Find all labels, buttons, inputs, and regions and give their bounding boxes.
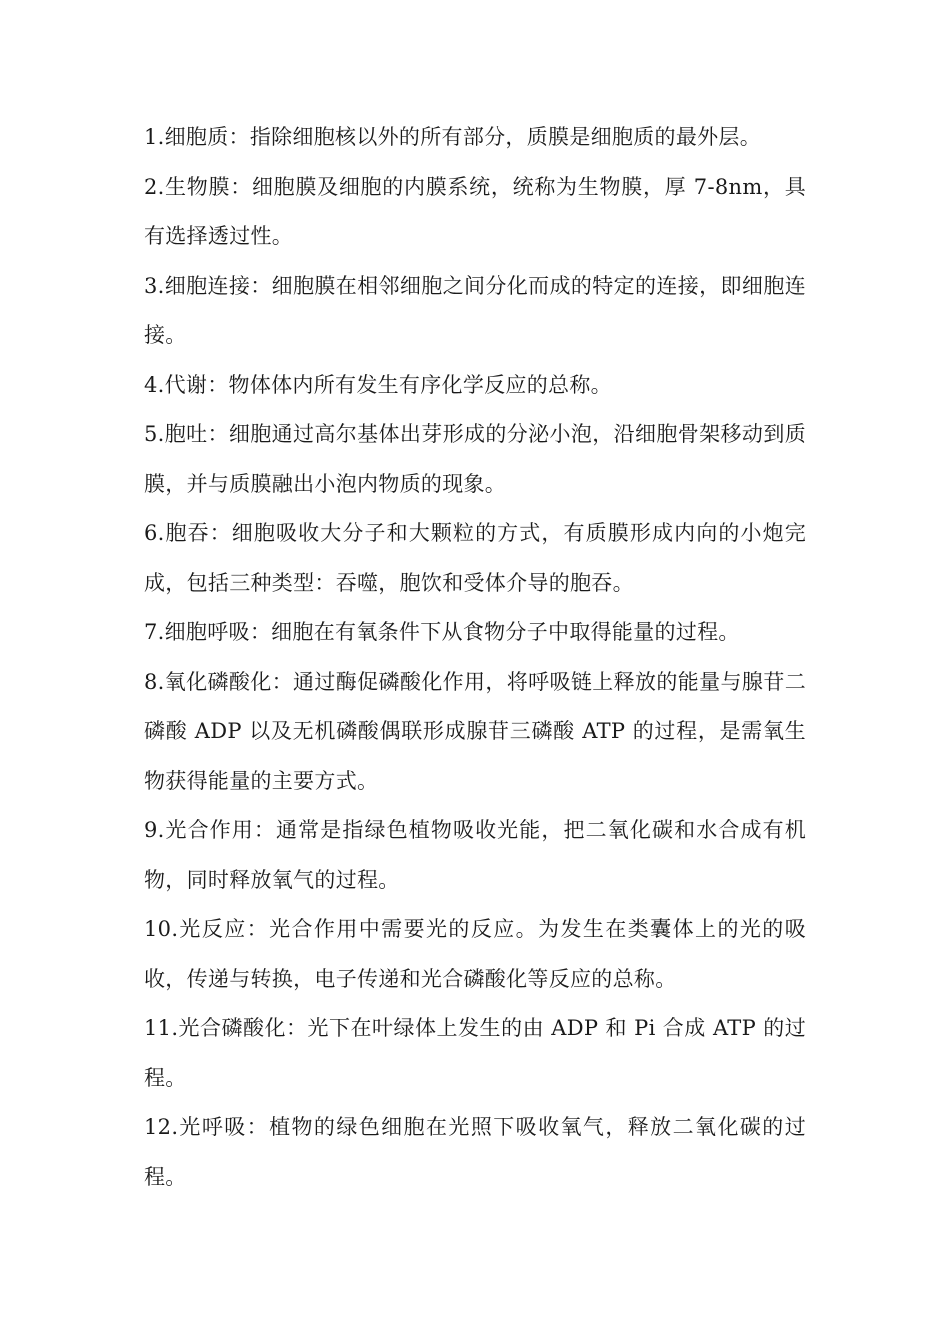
document-body <box>144 113 806 1202</box>
definition-paragraph: 7.细胞呼吸：细胞在有氧条件下从食物分子中取得能量的过程。 <box>144 620 740 644</box>
definition-paragraph: 1.细胞质：指除细胞核以外的所有部分，质膜是细胞质的最外层。 <box>144 125 762 149</box>
definition-paragraph: 3.细胞连接：细胞膜在相邻细胞之间分化而成的特定的连接，即细胞连接。 <box>144 273 806 347</box>
definition-paragraph: 8.氧化磷酸化：通过酶促磷酸化作用，将呼吸链上释放的能量与腺苷二磷酸 ADP 以及无机磷酸偶联形成腺苷三磷酸 ATP 的过程，是需氧生物获得能量的主要方式。 <box>144 669 806 793</box>
definition-paragraph: 6.胞吞：细胞吸收大分子和大颗粒的方式，有质膜形成内向的小炮完成，包括三种类型：吞噬，胞饮和受体介导的胞吞。 <box>144 521 806 595</box>
definition-paragraph: 12.光呼吸：植物的绿色细胞在光照下吸收氧气，释放二氧化碳的过程。 <box>144 1115 806 1189</box>
definition-paragraph: 10.光反应：光合作用中需要光的反应。为发生在类囊体上的光的吸收，传递与转换，电子传递和光合磷酸化等反应的总称。 <box>144 917 806 991</box>
definition-paragraph: 9.光合作用：通常是指绿色植物吸收光能，把二氧化碳和水合成有机物，同时释放氧气的过程。 <box>144 818 806 892</box>
definition-paragraph: 2.生物膜：细胞膜及细胞的内膜系统，统称为生物膜，厚 7-8nm，具有选择透过性。 <box>144 174 806 248</box>
definition-paragraph: 5.胞吐：细胞通过高尔基体出芽形成的分泌小泡，沿细胞骨架移动到质膜，并与质膜融出小泡内物质的现象。 <box>144 422 806 496</box>
definition-paragraph: 4.代谢：物体体内所有发生有序化学反应的总称。 <box>144 372 612 397</box>
definition-paragraph: 11.光合磷酸化：光下在叶绿体上发生的由 ADP 和 Pi 合成 ATP 的过程。 <box>144 1016 806 1090</box>
